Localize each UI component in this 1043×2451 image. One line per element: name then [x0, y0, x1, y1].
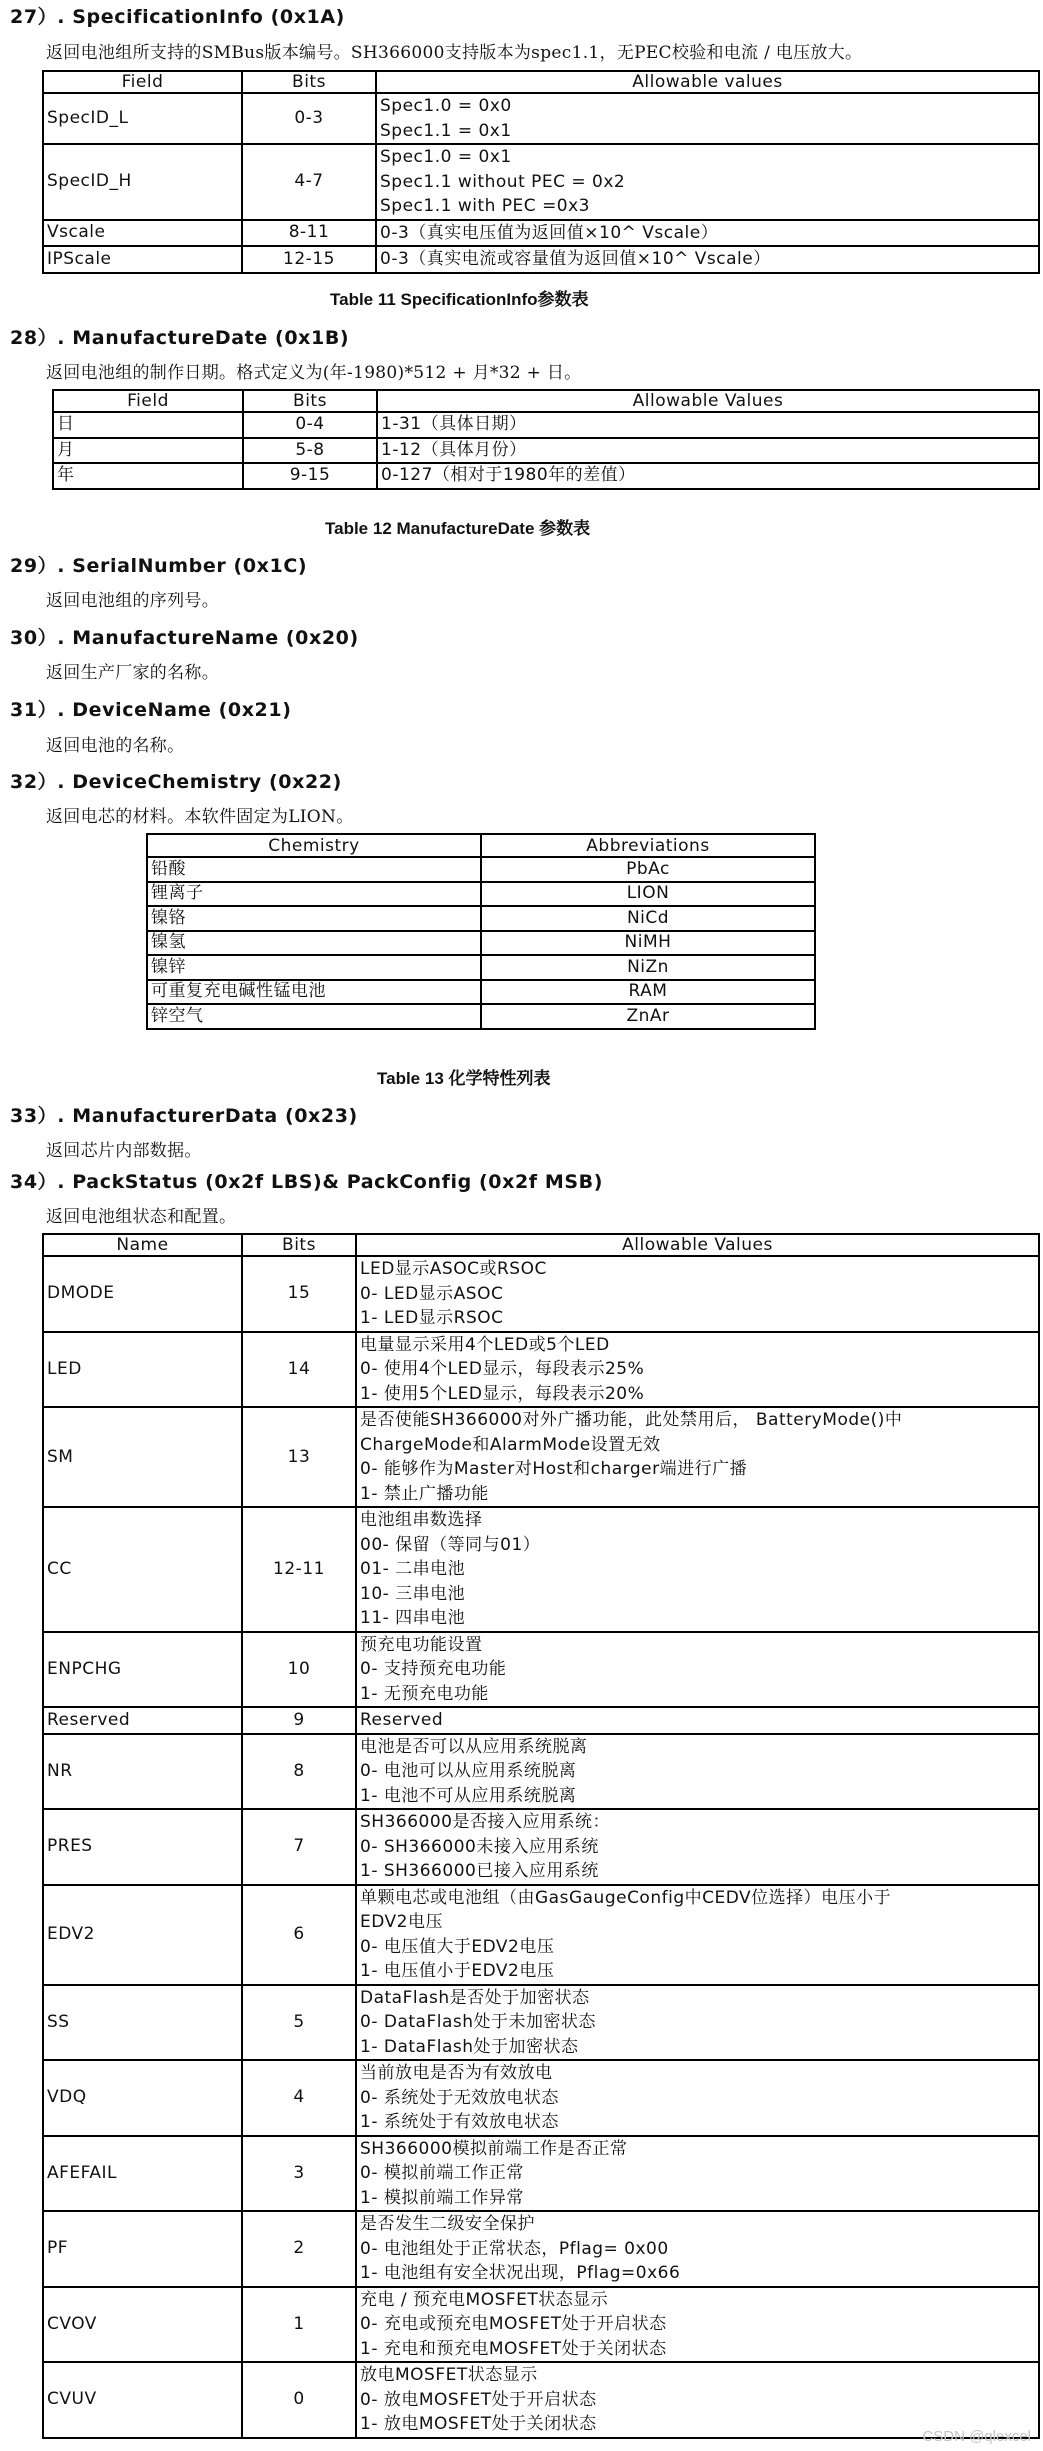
section-27-heading: 27）. SpecificationInfo (0x1A) [10, 6, 345, 28]
allowable-values-cell [356, 1985, 1039, 2061]
section-29-heading: 29）. SerialNumber (0x1C) [10, 555, 308, 577]
value-line: EDV2电压 [360, 1912, 443, 1932]
field-cell: 月 [53, 438, 243, 464]
table-header-row [147, 834, 815, 857]
chemistry-cell: 锂离子 [147, 882, 481, 907]
name-cell: SS [43, 1985, 242, 2061]
value-line: 0-3（真实电压值为返回值×10^ Vscale） [380, 222, 719, 243]
table-row [43, 1332, 1039, 1408]
section-32-description: 返回电芯的材料。本软件固定为LION。 [46, 807, 354, 827]
value-line: 1- 无预充电功能 [360, 1683, 489, 1704]
bits-cell: 9 [242, 1707, 356, 1734]
allowable-values-cell [356, 1734, 1039, 1810]
table-row [43, 1407, 1039, 1507]
header-chemistry: Chemistry [147, 834, 481, 857]
allowable-values-cell [376, 144, 1039, 220]
device-chemistry-table [146, 833, 816, 1030]
name-cell: CVOV [43, 2287, 242, 2363]
allowable-values-cell [376, 93, 1039, 144]
value-line: 11- 四串电池 [360, 1608, 466, 1628]
bits-cell: 10 [242, 1632, 356, 1708]
bits-cell: 7 [242, 1809, 356, 1885]
table-row [43, 1734, 1039, 1810]
value-line: 0- 模拟前端工作正常 [360, 2163, 524, 2183]
value-line: Reserved [360, 1710, 444, 1730]
table-row [53, 463, 1039, 489]
bits-cell: 0-4 [243, 412, 377, 438]
allowable-values-cell [356, 1507, 1039, 1632]
table-row [53, 412, 1039, 438]
table-row [147, 882, 815, 907]
abbreviation-cell: LION [481, 882, 815, 907]
section-30-description: 返回生产厂家的名称。 [46, 663, 219, 683]
table-header-row [43, 71, 1039, 93]
table-row [53, 438, 1039, 464]
table-row [43, 2211, 1039, 2287]
value-line: 01- 二串电池 [360, 1559, 466, 1579]
value-line: Spec1.0 = 0x1 [380, 147, 512, 167]
bits-cell: 3 [242, 2136, 356, 2212]
value-line: 电池是否可以从应用系统脱离 [360, 1736, 588, 1757]
watermark: CSDN @qlexcel [922, 2428, 1031, 2445]
allowable-values-cell [356, 1332, 1039, 1408]
header-field: Field [43, 71, 242, 93]
field-cell: Vscale [43, 220, 242, 247]
table-11-caption: Table 11 SpecificationInfo参数表 [330, 290, 589, 309]
field-cell: 日 [53, 412, 243, 438]
table-row [43, 144, 1039, 220]
bits-cell: 12-11 [242, 1507, 356, 1632]
allowable-values-cell [356, 2362, 1039, 2438]
table-body [147, 857, 815, 1029]
bits-cell: 2 [242, 2211, 356, 2287]
value-line: 1- 电压值小于EDV2电压 [360, 1961, 555, 1981]
bits-cell: 8-11 [242, 220, 376, 247]
section-30-heading: 30）. ManufactureName (0x20) [10, 627, 359, 649]
name-cell: LED [43, 1332, 242, 1408]
allowable-values-cell [356, 2060, 1039, 2136]
value-line: 是否使能SH366000对外广播功能，此处禁用后， BatteryMode()中 [360, 1410, 903, 1430]
value-line: 0- 电压值大于EDV2电压 [360, 1936, 555, 1957]
header-allowable-values: Allowable values [376, 71, 1039, 93]
section-33-description: 返回芯片内部数据。 [46, 1141, 202, 1161]
bits-cell: 15 [242, 1256, 356, 1332]
allowable-values-cell [356, 1707, 1039, 1734]
value-line: 预充电功能设置 [360, 1634, 483, 1655]
field-cell: 年 [53, 463, 243, 489]
value-line: 1- LED显示RSOC [360, 1308, 504, 1328]
field-cell: SpecID_H [43, 144, 242, 220]
table-row [43, 1256, 1039, 1332]
abbreviation-cell: NiZn [481, 955, 815, 980]
section-28-description: 返回电池组的制作日期。格式定义为(年-1980)*512 + 月*32 + 日。 [46, 363, 582, 383]
section-27-description: 返回电池组所支持的SMBus版本编号。SH366000支持版本为spec1.1，无PEC校验和电流 / 电压放大。 [46, 43, 863, 63]
table-row [43, 1985, 1039, 2061]
value-line: 0- DataFlash处于未加密状态 [360, 2012, 596, 2032]
value-line: ChargeMode和AlarmMode设置无效 [360, 1434, 661, 1455]
value-line: DataFlash是否处于加密状态 [360, 1987, 590, 2008]
chemistry-cell: 铅酸 [147, 857, 481, 882]
table-row [43, 1632, 1039, 1708]
value-line: 1- 模拟前端工作异常 [360, 2187, 524, 2208]
allowable-values-cell [377, 438, 1039, 464]
table-row [43, 2060, 1039, 2136]
bits-cell: 1 [242, 2287, 356, 2363]
section-31-heading: 31）. DeviceName (0x21) [10, 699, 292, 721]
allowable-values-cell [377, 412, 1039, 438]
header-bits: Bits [242, 1234, 356, 1256]
value-line: 0- SH366000未接入应用系统 [360, 1836, 599, 1857]
value-line: 放电MOSFET状态显示 [360, 2365, 538, 2385]
value-line: Spec1.1 without PEC = 0x2 [380, 171, 626, 192]
header-name: Name [43, 1234, 242, 1256]
value-line: 0- 充电或预充电MOSFET处于开启状态 [360, 2314, 667, 2334]
abbreviation-cell: NiMH [481, 931, 815, 956]
value-line: 充电 / 预充电MOSFET状态显示 [360, 2289, 609, 2310]
value-line: Spec1.1 with PEC =0x3 [380, 196, 591, 216]
value-line: 1- 放电MOSFET处于关闭状态 [360, 2414, 597, 2434]
section-31-description: 返回电池的名称。 [46, 736, 185, 756]
manufacture-date-table [52, 389, 1040, 490]
allowable-values-cell [356, 1885, 1039, 1985]
name-cell: PF [43, 2211, 242, 2287]
section-34-heading: 34）. PackStatus (0x2f LBS)& PackConfig (0x2f MSB) [10, 1171, 603, 1193]
bits-cell: 4 [242, 2060, 356, 2136]
table-row [147, 906, 815, 931]
table-row [147, 1004, 815, 1029]
value-line: 1- SH366000已接入应用系统 [360, 1861, 599, 1881]
bits-cell: 6 [242, 1885, 356, 1985]
allowable-values-cell [356, 2287, 1039, 2363]
value-line: 1-31（具体日期） [381, 414, 527, 434]
header-abbreviations: Abbreviations [481, 834, 815, 857]
value-line: 1- 禁止广播功能 [360, 1483, 489, 1504]
value-line: 0- 放电MOSFET处于开启状态 [360, 2389, 597, 2410]
table-row [43, 93, 1039, 144]
section-29-description: 返回电池组的序列号。 [46, 591, 219, 611]
table-row [147, 955, 815, 980]
chemistry-cell: 锌空气 [147, 1004, 481, 1029]
value-line: LED显示ASOC或RSOC [360, 1259, 547, 1279]
section-32-heading: 32）. DeviceChemistry (0x22) [10, 771, 342, 793]
table-row [43, 246, 1039, 273]
table-header-row [53, 390, 1039, 412]
value-line: 单颗电芯或电池组（由GasGaugeConfig中CEDV位选择）电压小于 [360, 1887, 892, 1908]
table-row [43, 1885, 1039, 1985]
table-header-row [43, 1234, 1039, 1256]
value-line: 10- 三串电池 [360, 1583, 466, 1604]
allowable-values-cell [356, 1407, 1039, 1507]
value-line: 1- 充电和预充电MOSFET处于关闭状态 [360, 2338, 667, 2359]
chemistry-cell: 镍铬 [147, 906, 481, 931]
table-body [43, 1256, 1039, 2438]
table-body [43, 93, 1039, 273]
section-33-heading: 33）. ManufacturerData (0x23) [10, 1105, 358, 1127]
table-row [147, 857, 815, 882]
value-line: 当前放电是否为有效放电 [360, 2063, 553, 2083]
allowable-values-cell [376, 220, 1039, 247]
value-line: 1-12（具体月份） [381, 439, 527, 460]
name-cell: Reserved [43, 1707, 242, 1734]
value-line: 1- DataFlash处于加密状态 [360, 2036, 579, 2057]
value-line: 1- 电池组有安全状况出现，Pflag=0x66 [360, 2263, 681, 2283]
name-cell: CVUV [43, 2362, 242, 2438]
table-row [43, 2362, 1039, 2438]
bits-cell: 14 [242, 1332, 356, 1408]
table-body [53, 412, 1039, 489]
value-line: 0- 电池可以从应用系统脱离 [360, 1761, 577, 1781]
allowable-values-cell [356, 2136, 1039, 2212]
name-cell: CC [43, 1507, 242, 1632]
bits-cell: 0-3 [242, 93, 376, 144]
value-line: 1- 电池不可从应用系统脱离 [360, 1785, 577, 1806]
chemistry-cell: 可重复充电碱性锰电池 [147, 980, 481, 1005]
bits-cell: 5-8 [243, 438, 377, 464]
bits-cell: 13 [242, 1407, 356, 1507]
allowable-values-cell [377, 463, 1039, 489]
allowable-values-cell [356, 2211, 1039, 2287]
bits-cell: 8 [242, 1734, 356, 1810]
name-cell: EDV2 [43, 1885, 242, 1985]
value-line: SH366000模拟前端工作是否正常 [360, 2138, 628, 2159]
allowable-values-cell [356, 1632, 1039, 1708]
value-line: 电量显示采用4个LED或5个LED [360, 1334, 610, 1355]
value-line: 00- 保留（等同与01） [360, 1534, 541, 1555]
header-field: Field [53, 390, 243, 412]
allowable-values-cell [356, 1256, 1039, 1332]
bits-cell: 9-15 [243, 463, 377, 489]
table-row [147, 980, 815, 1005]
field-cell: SpecID_L [43, 93, 242, 144]
allowable-values-cell [376, 246, 1039, 273]
value-line: 0- 能够作为Master对Host和charger端进行广播 [360, 1459, 748, 1479]
allowable-values-cell [356, 1809, 1039, 1885]
pack-status-table [42, 1233, 1040, 2439]
chemistry-cell: 镍锌 [147, 955, 481, 980]
name-cell: PRES [43, 1809, 242, 1885]
value-line: 0-3（真实电流或容量值为返回值×10^ Vscale） [380, 249, 771, 269]
value-line: 0-127（相对于1980年的差值） [381, 465, 636, 485]
header-allowable-values: Allowable Values [356, 1234, 1039, 1256]
table-row [43, 1809, 1039, 1885]
header-bits: Bits [243, 390, 377, 412]
bits-cell: 12-15 [242, 246, 376, 273]
value-line: 0- 电池组处于正常状态，Pflag= 0x00 [360, 2238, 669, 2259]
name-cell: DMODE [43, 1256, 242, 1332]
name-cell: NR [43, 1734, 242, 1810]
section-28-heading: 28）. ManufactureDate (0x1B) [10, 327, 350, 349]
chemistry-cell: 镍氢 [147, 931, 481, 956]
section-34-description: 返回电池组状态和配置。 [46, 1207, 237, 1227]
value-line: 0- LED显示ASOC [360, 1283, 504, 1304]
bits-cell: 4-7 [242, 144, 376, 220]
bits-cell: 5 [242, 1985, 356, 2061]
value-line: 电池组串数选择 [360, 1510, 483, 1530]
table-row [43, 1507, 1039, 1632]
abbreviation-cell: RAM [481, 980, 815, 1005]
field-cell: IPScale [43, 246, 242, 273]
table-13-caption: Table 13 化学特性列表 [377, 1069, 551, 1088]
name-cell: AFEFAIL [43, 2136, 242, 2212]
name-cell: SM [43, 1407, 242, 1507]
value-line: Spec1.0 = 0x0 [380, 96, 512, 116]
name-cell: VDQ [43, 2060, 242, 2136]
bits-cell: 0 [242, 2362, 356, 2438]
value-line: SH366000是否接入应用系统： [360, 1812, 610, 1832]
value-line: Spec1.1 = 0x1 [380, 120, 512, 141]
table-row [43, 220, 1039, 247]
table-12-caption: Table 12 ManufactureDate 参数表 [325, 519, 591, 538]
value-line: 1- 系统处于有效放电状态 [360, 2112, 559, 2132]
specification-info-table [42, 70, 1040, 274]
table-row [43, 2136, 1039, 2212]
value-line: 0- 系统处于无效放电状态 [360, 2087, 559, 2108]
value-line: 是否发生二级安全保护 [360, 2214, 535, 2234]
header-allowable-values: Allowable Values [377, 390, 1039, 412]
value-line: 1- 使用5个LED显示，每段表示20% [360, 1383, 645, 1404]
header-bits: Bits [242, 71, 376, 93]
abbreviation-cell: PbAc [481, 857, 815, 882]
table-row [43, 1707, 1039, 1734]
name-cell: ENPCHG [43, 1632, 242, 1708]
value-line: 0- 使用4个LED显示，每段表示25% [360, 1359, 645, 1379]
abbreviation-cell: ZnAr [481, 1004, 815, 1029]
table-row [147, 931, 815, 956]
abbreviation-cell: NiCd [481, 906, 815, 931]
table-row [43, 2287, 1039, 2363]
value-line: 0- 支持预充电功能 [360, 1659, 507, 1679]
